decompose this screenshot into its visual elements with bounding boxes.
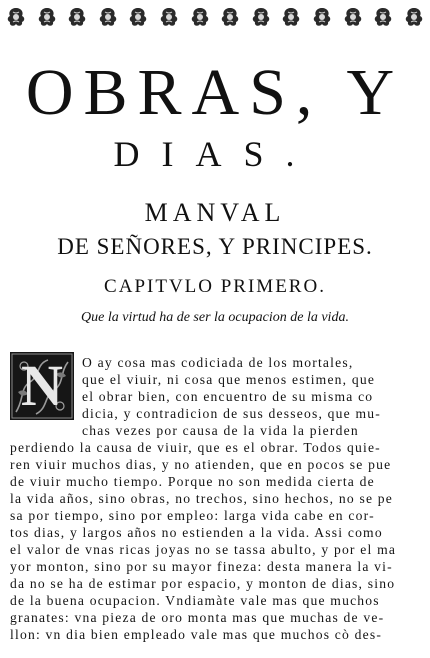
body-line: sa por tiempo, sino por empleo: larga vida cabe en cor- [10,508,375,523]
fleuron-icon [157,6,181,28]
body-line: perdiendo la causa de viuir, que es el obrar. Todos quie- [10,440,381,455]
fleuron-icon [126,6,150,28]
chapter-subtitle: Que la virtud ha de ser la ocupacion de la vida. [81,310,349,325]
title-manual: MANVAL [144,198,286,227]
fleuron-icon [4,6,28,28]
fleuron-icon [371,6,395,28]
fleuron-icon [218,6,242,28]
title-dias: DIAS. [113,134,317,174]
body-line: granates: vna pieza de oro monta mas que muchas de ve- [10,610,385,625]
body-line: chas vezes por causa de la vida la pierden [82,423,359,438]
body-line: O ay cosa mas codiciada de los mortales, [82,355,354,370]
title-obras-y: OBRAS, Y [25,56,405,129]
divider [0,264,430,265]
body-line: de la buena ocupacion. Vndiamàte vale mas que muchos [10,593,380,608]
body-line: ren viuir muchos dias, y no atienden, que en pocos se pue [10,457,392,472]
fleuron-icon [341,6,365,28]
body-line: la vida años, sino obras, no trechos, sino hechos, no se pe [10,491,394,506]
body-line: dicia, y contradicion de sus desseos, que mu- [82,406,382,421]
fleuron-icon [402,6,426,28]
fleuron-icon [65,6,89,28]
body-line: de viuir mucho tiempo. Porque no son medida cierta de [10,474,375,489]
body-line: que el viuir, ni cosa que menos estimen, que [82,372,376,387]
fleuron-icon [279,6,303,28]
fleuron-icon [35,6,59,28]
drop-cap-letter: N [21,353,63,418]
body-line: yor monton, sino por su mayor fineza: desta manera la vi- [10,559,393,574]
body-line: llon: vn dia bien empleado vale mas que muchos cò des- [10,627,383,642]
fleuron-icon [96,6,120,28]
fleuron-icon [310,6,334,28]
fleuron-icon [249,6,273,28]
body-line: el obrar bien, con encuentro de su misma co [82,389,374,404]
title-de-senores: DE SEÑORES, Y PRINCIPES. [57,234,373,259]
ornamental-header-band [0,4,430,30]
chapter-heading: CAPITVLO PRIMERO. [104,276,326,297]
body-line: el valor de vnas ricas joyas no se tassa abulto, y por el ma [10,542,397,557]
drop-cap [10,352,74,420]
body-line: da no se ha de estimar por espacio, y monton de dias, sino [10,576,396,591]
fleuron-icon [188,6,212,28]
body-line: tos dias, y largos años no estienden a la vida. Assi como [10,525,383,540]
